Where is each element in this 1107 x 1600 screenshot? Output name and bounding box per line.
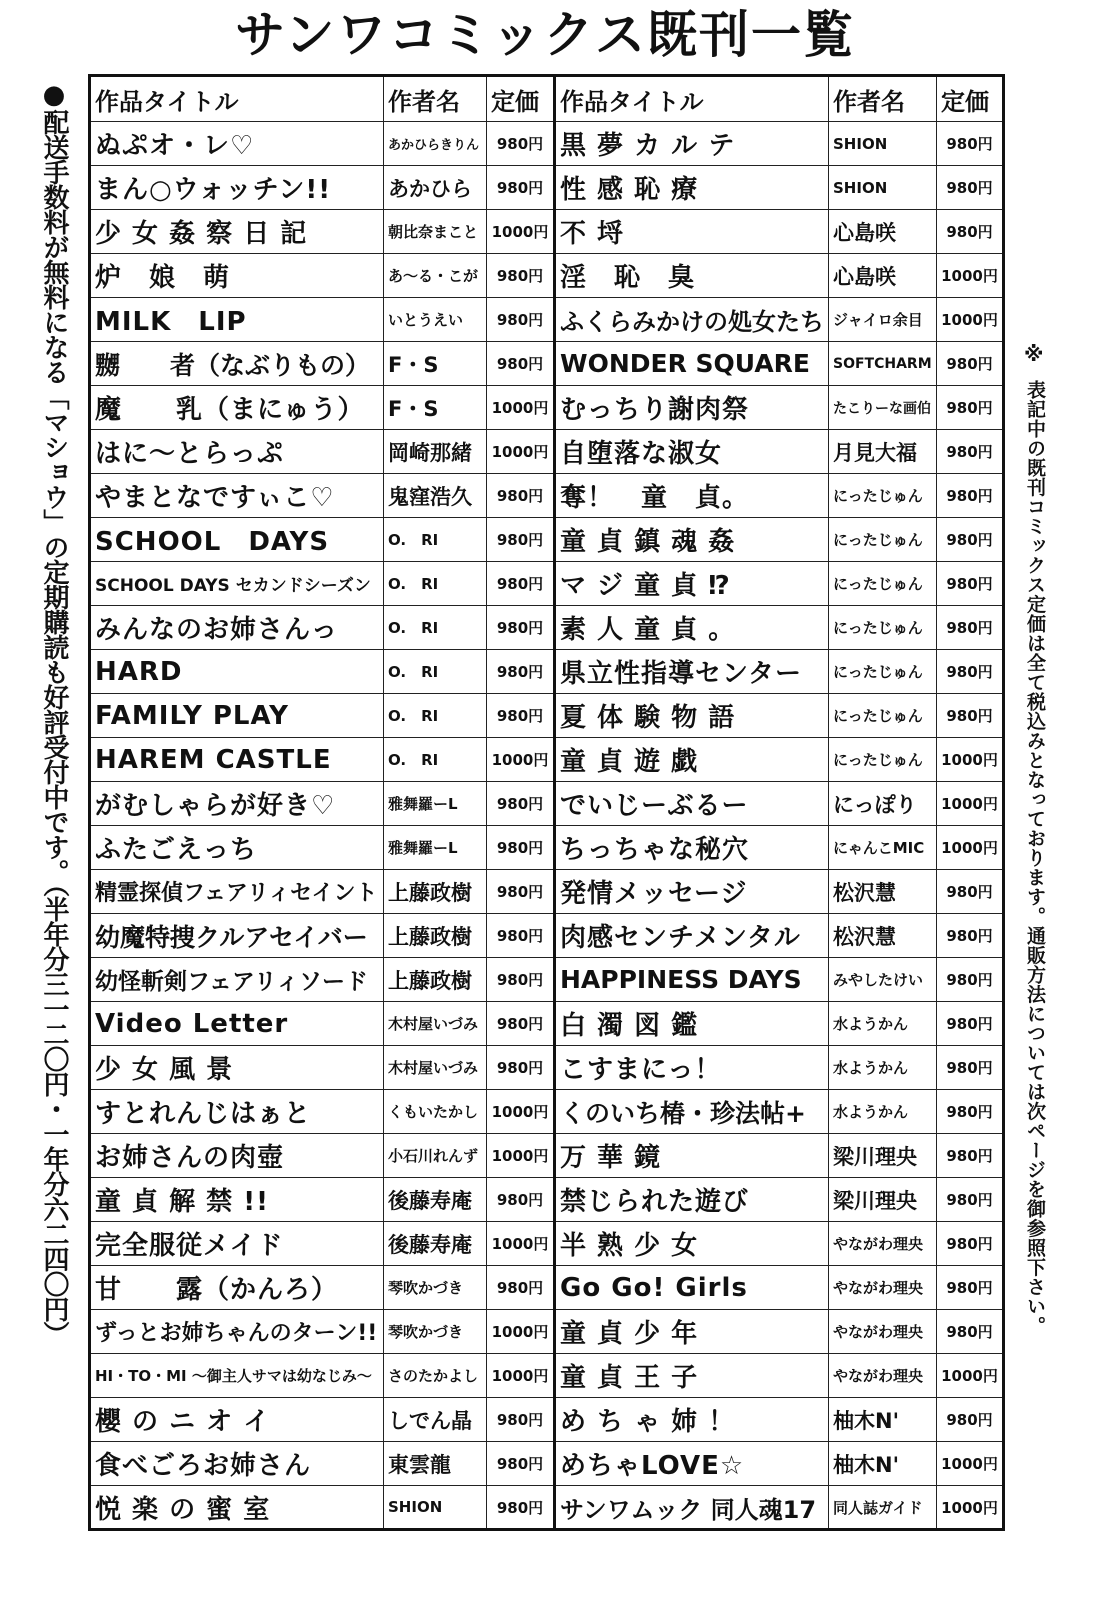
- comic-price: 980円: [487, 650, 555, 694]
- table-row: [90, 782, 1004, 826]
- table-row: [90, 166, 1004, 210]
- comic-title: 白 濁 図 鑑: [555, 1002, 829, 1046]
- comic-title: 魔 乳（まにゅう）: [90, 386, 384, 430]
- comic-title: 万 華 鏡: [555, 1134, 829, 1178]
- comic-price: 980円: [487, 518, 555, 562]
- comic-author: みやしたけい: [829, 958, 937, 1002]
- table-row: [90, 474, 1004, 518]
- comic-author: にっぽり: [829, 782, 937, 826]
- comic-price: 980円: [487, 782, 555, 826]
- comic-title: 童 貞 鎮 魂 姦: [555, 518, 829, 562]
- comic-title: HAPPINESS DAYS: [555, 958, 829, 1002]
- price-note: 表記中の既刊コミックス定価は全て税込みとなっております。通販方法については次ページを御参照下さい。: [1024, 380, 1046, 1336]
- comic-price: 980円: [487, 342, 555, 386]
- comic-author: 心島咲: [829, 254, 937, 298]
- comic-price: 980円: [487, 1002, 555, 1046]
- table-row: [90, 958, 1004, 1002]
- comic-title: HARD: [90, 650, 384, 694]
- comic-author: 後藤寿庵: [384, 1222, 487, 1266]
- comic-author: O. RI: [384, 518, 487, 562]
- header-title: 作品タイトル: [90, 76, 384, 122]
- comic-title: 淫 恥 臭: [555, 254, 829, 298]
- comic-author: 琴吹かづき: [384, 1310, 487, 1354]
- table-row: [90, 1354, 1004, 1398]
- table-row: [90, 1398, 1004, 1442]
- comic-author: いとうえい: [384, 298, 487, 342]
- comic-price: 980円: [937, 1002, 1004, 1046]
- comic-price: 980円: [487, 474, 555, 518]
- comic-author: 梁川理央: [829, 1178, 937, 1222]
- table-row: [90, 210, 1004, 254]
- comic-title: 幼怪斬剣フェアリィソード: [90, 958, 384, 1002]
- comic-title: 性 感 恥 療: [555, 166, 829, 210]
- comic-title: くのいち椿・珍法帖+: [555, 1090, 829, 1134]
- comic-title: SCHOOL DAYS セカンドシーズン: [90, 562, 384, 606]
- comic-author: さのたかよし: [384, 1354, 487, 1398]
- comic-price: 980円: [487, 694, 555, 738]
- comic-author: F・S: [384, 386, 487, 430]
- comic-title: はに〜とらっぷ: [90, 430, 384, 474]
- comic-author: 鬼窪浩久: [384, 474, 487, 518]
- comic-author: SHION: [829, 166, 937, 210]
- comic-author: 小石川れんず: [384, 1134, 487, 1178]
- comic-author: O. RI: [384, 694, 487, 738]
- comic-price: 1000円: [487, 386, 555, 430]
- comic-price: 980円: [937, 1178, 1004, 1222]
- header-price: 定価: [487, 76, 555, 122]
- comic-price: 980円: [937, 870, 1004, 914]
- table-row: [90, 298, 1004, 342]
- comic-title: ふたごえっち: [90, 826, 384, 870]
- table-row: [90, 870, 1004, 914]
- comic-price: 980円: [487, 1266, 555, 1310]
- comic-author: 琴吹かづき: [384, 1266, 487, 1310]
- comic-title: 甘 露（かんろ）: [90, 1266, 384, 1310]
- comic-author: ジャイロ余目: [829, 298, 937, 342]
- comic-author: にったじゅん: [829, 694, 937, 738]
- comic-author: にったじゅん: [829, 562, 937, 606]
- table-row: [90, 914, 1004, 958]
- comic-price: 1000円: [487, 738, 555, 782]
- comic-author: 松沢慧: [829, 870, 937, 914]
- comic-price: 1000円: [487, 1090, 555, 1134]
- comic-author: あ〜る・こが: [384, 254, 487, 298]
- comic-price: 980円: [487, 606, 555, 650]
- comic-title: 奪！ 童 貞。: [555, 474, 829, 518]
- comics-catalog-table: [88, 74, 1005, 1531]
- comic-author: 雅舞羅ーL: [384, 782, 487, 826]
- header-author: 作者名: [829, 76, 937, 122]
- comic-price: 980円: [937, 122, 1004, 166]
- comic-price: 980円: [937, 1398, 1004, 1442]
- comic-price: 980円: [937, 210, 1004, 254]
- comic-title: すとれんじはぁと: [90, 1090, 384, 1134]
- comic-title: SCHOOL DAYS: [90, 518, 384, 562]
- comic-author: にったじゅん: [829, 650, 937, 694]
- table-row: [90, 738, 1004, 782]
- comic-price: 980円: [487, 298, 555, 342]
- comic-author: SHION: [384, 1486, 487, 1530]
- comic-author: やながわ理央: [829, 1310, 937, 1354]
- comic-price: 980円: [937, 1046, 1004, 1090]
- comic-price: 1000円: [937, 782, 1004, 826]
- comic-author: 梁川理央: [829, 1134, 937, 1178]
- comic-author: 水ようかん: [829, 1046, 937, 1090]
- comic-author: 雅舞羅ーL: [384, 826, 487, 870]
- comic-title: HI・TO・MI 〜御主人サマは幼なじみ〜: [90, 1354, 384, 1398]
- table-row: [90, 694, 1004, 738]
- comic-title: まん○ウォッチン!!: [90, 166, 384, 210]
- comic-price: 1000円: [937, 1354, 1004, 1398]
- comic-title: 童 貞 解 禁 !!: [90, 1178, 384, 1222]
- comic-price: 980円: [487, 958, 555, 1002]
- comic-title: 幼魔特捜クルアセイバー: [90, 914, 384, 958]
- comic-title: 禁じられた遊び: [555, 1178, 829, 1222]
- comic-price: 980円: [487, 562, 555, 606]
- comic-author: 心島咲: [829, 210, 937, 254]
- comic-price: 980円: [487, 1486, 555, 1530]
- comic-price: 980円: [937, 386, 1004, 430]
- comic-price: 1000円: [937, 298, 1004, 342]
- comic-title: WONDER SQUARE: [555, 342, 829, 386]
- note-mark: ※: [1024, 342, 1044, 366]
- comic-title: 食べごろお姉さん: [90, 1442, 384, 1486]
- comic-author: やながわ理央: [829, 1354, 937, 1398]
- comic-title: むっちり謝肉祭: [555, 386, 829, 430]
- comic-price: 1000円: [937, 254, 1004, 298]
- comic-author: SHION: [829, 122, 937, 166]
- comic-price: 1000円: [937, 1486, 1004, 1530]
- comic-price: 1000円: [487, 1354, 555, 1398]
- comic-author: 柚木N': [829, 1442, 937, 1486]
- comic-title: 嬲 者（なぶりもの）: [90, 342, 384, 386]
- comic-author: O. RI: [384, 650, 487, 694]
- table-row: [90, 342, 1004, 386]
- table-row: [90, 826, 1004, 870]
- comic-title: 肉感センチメンタル: [555, 914, 829, 958]
- comic-title: 炉 娘 萌: [90, 254, 384, 298]
- page-title: サンワコミックス既刊一覧: [235, 6, 855, 64]
- comic-price: 980円: [937, 1266, 1004, 1310]
- comic-price: 980円: [487, 870, 555, 914]
- comic-author: にったじゅん: [829, 606, 937, 650]
- comic-author: 松沢慧: [829, 914, 937, 958]
- comic-author: O. RI: [384, 606, 487, 650]
- table-row: [90, 1310, 1004, 1354]
- comic-author: 木村屋いづみ: [384, 1002, 487, 1046]
- comic-author: にったじゅん: [829, 738, 937, 782]
- comic-price: 1000円: [937, 826, 1004, 870]
- comic-author: 後藤寿庵: [384, 1178, 487, 1222]
- comic-title: 少 女 姦 察 日 記: [90, 210, 384, 254]
- comic-title: め ち ゃ 姉 ！: [555, 1398, 829, 1442]
- comic-price: 980円: [937, 1090, 1004, 1134]
- table-row: [90, 1046, 1004, 1090]
- table-row: [90, 1222, 1004, 1266]
- comic-title: みんなのお姉さんっ: [90, 606, 384, 650]
- comic-price: 1000円: [487, 210, 555, 254]
- table-row: [90, 650, 1004, 694]
- comic-title: 半 熟 少 女: [555, 1222, 829, 1266]
- comic-title: 悦 楽 の 蜜 室: [90, 1486, 384, 1530]
- header-author: 作者名: [384, 76, 487, 122]
- comic-title: 夏 体 験 物 語: [555, 694, 829, 738]
- comic-price: 980円: [937, 166, 1004, 210]
- comic-author: SOFTCHARM: [829, 342, 937, 386]
- comic-author: やながわ理央: [829, 1222, 937, 1266]
- table-row: [90, 122, 1004, 166]
- comic-title: FAMILY PLAY: [90, 694, 384, 738]
- comic-title: 童 貞 少 年: [555, 1310, 829, 1354]
- comic-price: 980円: [937, 430, 1004, 474]
- table-row: [90, 386, 1004, 430]
- table-row: [90, 430, 1004, 474]
- table-row: [90, 1442, 1004, 1486]
- comic-author: 東雲龍: [384, 1442, 487, 1486]
- comic-title: MILK LIP: [90, 298, 384, 342]
- comic-price: 980円: [487, 1046, 555, 1090]
- table-row: [90, 254, 1004, 298]
- comic-title: Go Go! Girls: [555, 1266, 829, 1310]
- comic-price: 980円: [487, 254, 555, 298]
- comic-title: こすまにっ！: [555, 1046, 829, 1090]
- comic-title: 不 埒: [555, 210, 829, 254]
- comic-title: ずっとお姉ちゃんのターン!!: [90, 1310, 384, 1354]
- table-row: [90, 1266, 1004, 1310]
- comic-price: 1000円: [937, 1442, 1004, 1486]
- comic-price: 980円: [487, 1442, 555, 1486]
- comic-title: 黒 夢 カ ル テ: [555, 122, 829, 166]
- comic-author: O. RI: [384, 738, 487, 782]
- comic-author: あかひらきりん: [384, 122, 487, 166]
- comic-title: 自堕落な淑女: [555, 430, 829, 474]
- comic-title: お姉さんの肉壺: [90, 1134, 384, 1178]
- comic-price: 980円: [937, 914, 1004, 958]
- comic-title: ふくらみかけの処女たち: [555, 298, 829, 342]
- comic-price: 980円: [487, 826, 555, 870]
- comic-author: にったじゅん: [829, 518, 937, 562]
- comic-price: 980円: [487, 1398, 555, 1442]
- comic-title: でいじーぶるー: [555, 782, 829, 826]
- comic-title: 精霊探偵フェアリィセイント: [90, 870, 384, 914]
- comic-price: 980円: [937, 1222, 1004, 1266]
- comic-price: 1000円: [487, 1310, 555, 1354]
- comic-price: 980円: [487, 1178, 555, 1222]
- comic-price: 980円: [937, 342, 1004, 386]
- comic-title: めちゃLOVE☆: [555, 1442, 829, 1486]
- comic-title: ぬぷオ・レ♡: [90, 122, 384, 166]
- table-row: [90, 1134, 1004, 1178]
- comic-author: 水ようかん: [829, 1002, 937, 1046]
- comic-price: 980円: [937, 694, 1004, 738]
- comic-title: Video Letter: [90, 1002, 384, 1046]
- comic-author: あかひら: [384, 166, 487, 210]
- comic-title: やまとなですぃこ♡: [90, 474, 384, 518]
- comic-price: 1000円: [487, 430, 555, 474]
- header-title: 作品タイトル: [555, 76, 829, 122]
- comic-author: 水ようかん: [829, 1090, 937, 1134]
- comic-author: F・S: [384, 342, 487, 386]
- comic-author: 柚木N': [829, 1398, 937, 1442]
- comic-price: 1000円: [487, 1222, 555, 1266]
- comic-price: 980円: [487, 166, 555, 210]
- comic-author: やながわ理央: [829, 1266, 937, 1310]
- comic-price: 980円: [487, 914, 555, 958]
- comic-price: 980円: [937, 1310, 1004, 1354]
- comic-price: 1000円: [937, 738, 1004, 782]
- table-row: [90, 1002, 1004, 1046]
- comic-title: 童 貞 遊 戯: [555, 738, 829, 782]
- comic-author: にったじゅん: [829, 474, 937, 518]
- comic-title: マ ジ 童 貞 ⁉: [555, 562, 829, 606]
- comic-author: 朝比奈まこと: [384, 210, 487, 254]
- comic-price: 980円: [937, 1134, 1004, 1178]
- comic-title: 少 女 風 景: [90, 1046, 384, 1090]
- comic-price: 980円: [937, 518, 1004, 562]
- table-header: [90, 76, 1004, 122]
- comic-author: 木村屋いづみ: [384, 1046, 487, 1090]
- comic-price: 980円: [937, 958, 1004, 1002]
- comic-title: 童 貞 王 子: [555, 1354, 829, 1398]
- comic-author: 上藤政樹: [384, 958, 487, 1002]
- comic-title: 県立性指導センター: [555, 650, 829, 694]
- comic-price: 980円: [487, 122, 555, 166]
- comic-author: 月見大福: [829, 430, 937, 474]
- comic-price: 980円: [937, 474, 1004, 518]
- comic-price: 980円: [937, 562, 1004, 606]
- table-row: [90, 1178, 1004, 1222]
- comic-title: 素 人 童 貞 。: [555, 606, 829, 650]
- comic-title: 完全服従メイド: [90, 1222, 384, 1266]
- comic-title: サンワムック 同人魂17: [555, 1486, 829, 1530]
- subscription-note: ●配送手数料が無料になる「マショウ」の定期購読も好評受付中です。（半年分三一二〇円・一年分六二四〇円）: [39, 80, 69, 1346]
- comic-author: くもいたかし: [384, 1090, 487, 1134]
- comic-title: 発情メッセージ: [555, 870, 829, 914]
- comic-author: 岡崎那緒: [384, 430, 487, 474]
- table-row: [90, 518, 1004, 562]
- comic-author: O. RI: [384, 562, 487, 606]
- comic-title: ちっちゃな秘穴: [555, 826, 829, 870]
- header-price: 定価: [937, 76, 1004, 122]
- table-row: [90, 606, 1004, 650]
- comic-title: がむしゃらが好き♡: [90, 782, 384, 826]
- comic-price: 980円: [937, 606, 1004, 650]
- comic-price: 1000円: [487, 1134, 555, 1178]
- table-row: [90, 562, 1004, 606]
- table-row: [90, 1486, 1004, 1530]
- comic-author: 同人誌ガイド: [829, 1486, 937, 1530]
- comic-author: たこりーな画伯: [829, 386, 937, 430]
- comic-author: 上藤政樹: [384, 914, 487, 958]
- comic-author: にゃんこMIC: [829, 826, 937, 870]
- comic-author: 上藤政樹: [384, 870, 487, 914]
- comic-price: 980円: [937, 650, 1004, 694]
- comic-title: HAREM CASTLE: [90, 738, 384, 782]
- comic-title: 櫻 の ニ オ イ: [90, 1398, 384, 1442]
- table-row: [90, 1090, 1004, 1134]
- comic-author: しでん晶: [384, 1398, 487, 1442]
